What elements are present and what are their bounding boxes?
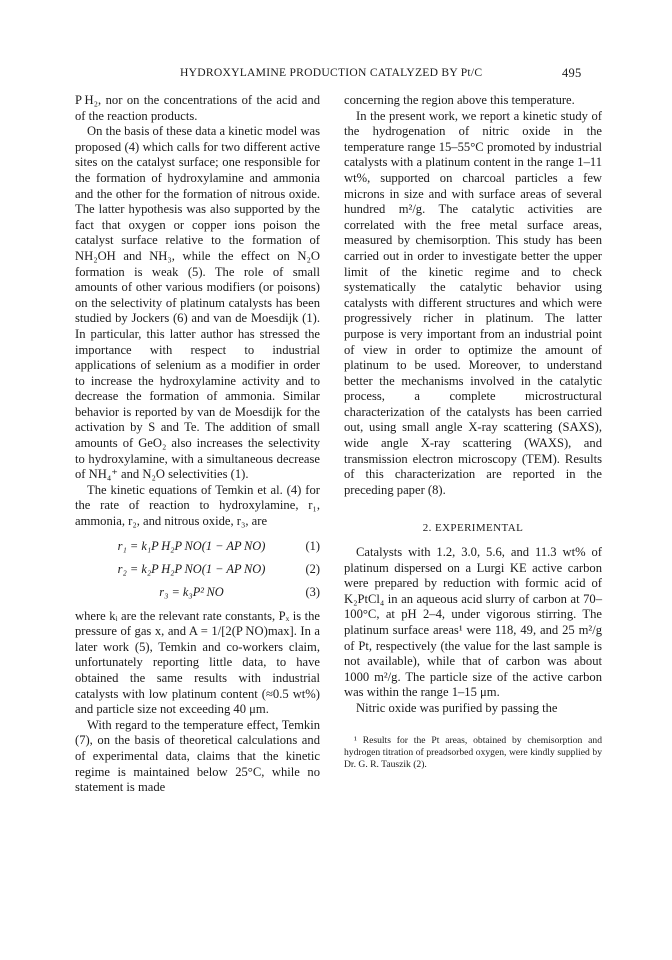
left-column — [75, 93, 320, 796]
equation-3 — [75, 582, 320, 605]
equation-number: (1) — [305, 539, 320, 554]
paragraph: On the basis of these data a kinetic model was proposed (4) which calls for two different active sites on the catalyst surface; one responsible for the formation of hydroxylamine and ammonia and the other for the formation of nitrous oxide. The latter hypothesis was also supported by the fact that oxygen or copper ions poison the catalyst surface relative to the formation of NH₂OH and NH₃, while the effect on N₂O formation is weak (5). The role of small amounts of other various modifiers (or poisons) on the selectivity of platinum catalysts has been studied by Jockers (6) and van de Moesdijk (1). In particular, this latter author has stressed the importance with respect to industrial applications of selenium as a modifier in order to increase the hydroxylamine activity and to decrease the formation of ammonia. Similar behavior is reported by van de Moesdijk for the activation by S and Te. The addition of small amounts of GeO₂ also increases the selectivity to hydroxylamine, with a simultaneous decrease of NH₄⁺ and N₂O selectivities (1). — [75, 124, 320, 482]
right-column — [344, 93, 602, 771]
equation-number: (2) — [305, 562, 320, 577]
paragraph: P H₂, nor on the concentrations of the acid and of the reaction products. — [75, 93, 320, 123]
paragraph: Nitric oxide was purified by passing the — [356, 700, 558, 715]
paragraph: In the present work, we report a kinetic study of the hydrogenation of nitric oxide in the temperature range 15–55°C promoted by industrial catalysts with a platinum content in the range 1–11 wt%, supported on charcoal particles a few microns in size and with surface areas of several hundred m²/g. The catalytic activities are correlated with the free metal surface areas, measured by chemisorption. This study has been carried out in order to investigate better the upper limit of the kinetic regime and to check systematically the catalytic behavior using catalysts with different structures and which were progressively richer in platinum. The latter purpose is very important from an industrial point of view in order to optimize the amount of platinum to be used. Moreover, to understand better the mechanisms involved in the catalytic process, a complete microstructural characterization of the catalysts has been carried out, using small angle X-ray scattering (SAXS), wide angle X-ray scattering (WAXS), and transmission electron microscopy (TEM). Results of this characterization are reported in the preceding paper (8). — [344, 108, 602, 497]
equation-body: r₂ = k₂P H₂P NO(1 − AP NO) — [117, 562, 266, 577]
paragraph: Catalysts with 1.2, 3.0, 5.6, and 11.3 wt% of platinum dispersed on a Lurgi KE active carbon were prepared by reduction with formic acid of K₂PtCl₄ in an aqueous acid slurry of carbon at 70–100°C, at pH 2–4, under vigorous stirring. The platinum surface areas¹ were 118, 49, and 25 m²/g of Pt, respectively (the value for the last sample is not available), while that of carbon was about 1000 m²/g. The particle size of the active carbon was within the range 1–15 μm. — [344, 545, 602, 700]
running-title: HYDROXYLAMINE PRODUCTION CATALYZED BY Pt/C — [180, 66, 483, 79]
footnote: ¹ Results for the Pt areas, obtained by chemisorption and hydrogen titration of preadsorbed oxygen, were kindly supplied by Dr. G. R. Tauszik (2). — [344, 734, 602, 771]
section-heading: 2. EXPERIMENTAL — [422, 522, 524, 535]
equation-1 — [75, 536, 320, 559]
equation-body: r₁ = k₁P H₂P NO(1 − AP NO) — [117, 539, 266, 554]
paragraph: With regard to the temperature effect, Temkin (7), on the basis of theoretical calculations and of experimental data, claims that the kinetic regime is maintained below 25°C, while no statement is made — [75, 717, 320, 795]
equation-block — [75, 536, 320, 605]
paragraph: where kᵢ are the relevant rate constants, Pₓ is the pressure of gas x, and A = 1/[2(P NO)max]. In a later work (5), Temkin and co-workers claim, unfortunately reporting little data, to have obtained the same results with industrial catalysts with low platinum content (≈0.5 wt%) and particle size not exceeding 40 μm. — [75, 608, 320, 717]
equation-body: r₃ = k₃P² NO — [159, 585, 224, 600]
equation-number: (3) — [305, 585, 320, 600]
page-number: 495 — [562, 66, 582, 80]
paragraph: concerning the region above this temperature. — [344, 93, 575, 107]
paragraph: The kinetic equations of Temkin et al. (4) for the rate of reaction to hydroxylamine, r₁, ammonia, r₂, and nitrous oxide, r₃, are — [75, 482, 320, 529]
equation-2 — [75, 559, 320, 582]
